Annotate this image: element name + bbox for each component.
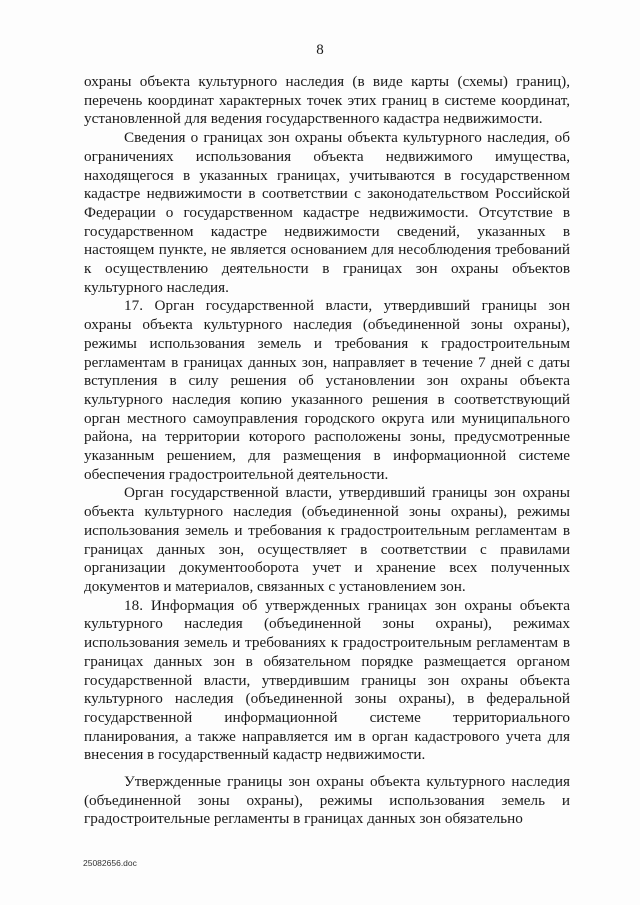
paragraph-continuation: охраны объекта культурного наследия (в виде карты (схемы) границ), перечень координат характерных точек этих границ в системе координат, установленной для ведения государственного кадастра недвижимости.: [84, 73, 570, 128]
document-file-code: 25082656.doc: [83, 858, 137, 868]
paragraph-item-17: 17. Орган государственной власти, утвердивший границы зон охраны объекта культурного наследия (объединенной зоны охраны), режимы использования земель и требования к градостроительным регламентам в границах данных зон, направляет в течение 7 дней с даты вступления в силу решения об установлении зон охраны объекта культурного наследия копию указанного решения в соответствующий орган местного самоуправления городского округа или муниципального района, на территории которого расположены зоны, предусмотренные указанным решением, для размещения в информационной системе обеспечения градостроительной деятельности.: [84, 297, 570, 483]
paragraph-cadastre-info: Сведения о границах зон охраны объекта культурного наследия, об ограничениях использования объекта недвижимого имущества, находящегося в указанных границах, учитываются в государственном кадастре недвижимости в соответствии с законодательством Российской Федерации о государственном кадастре недвижимости. Отсутствие в государственном кадастре недвижимости сведений, указанных в настоящем пункте, не является основанием для несоблюдения требований к осуществлению деятельности в границах зон охраны объектов культурного наследия.: [84, 129, 570, 296]
paragraph-item-18: 18. Информация об утвержденных границах зон охраны объекта культурного наследия (объединенной зоны охраны), режимах использования земель и требованиях к градостроительным регламентам в границах данных зон в обязательном порядке размещается органом государственной власти, утвердившим границы зон охраны объекта культурного наследия (объединенной зоны охраны), в федеральной государственной информационной системе территориального планирования, а также направляется им в орган кадастрового учета для внесения в государственный кадастр недвижимости.: [84, 596, 570, 764]
page-number: 8: [316, 42, 324, 58]
document-body: [84, 73, 570, 829]
paragraph-approved-borders: Утвержденные границы зон охраны объекта культурного наследия (объединенной зоны охраны), режимы использования земель и градостроительные регламенты в границах данных зон обязательно: [84, 773, 570, 828]
paragraph-item-17-records: Орган государственной власти, утвердивший границы зон охраны объекта культурного наследия (объединенной зоны охраны), режимы использования земель и требования к градостроительным регламентам в границах данных зон, осуществляет в соответствии с правилами организации документооборота учет и хранение всех полученных документов и материалов, связанных с установлением зон.: [84, 484, 570, 595]
